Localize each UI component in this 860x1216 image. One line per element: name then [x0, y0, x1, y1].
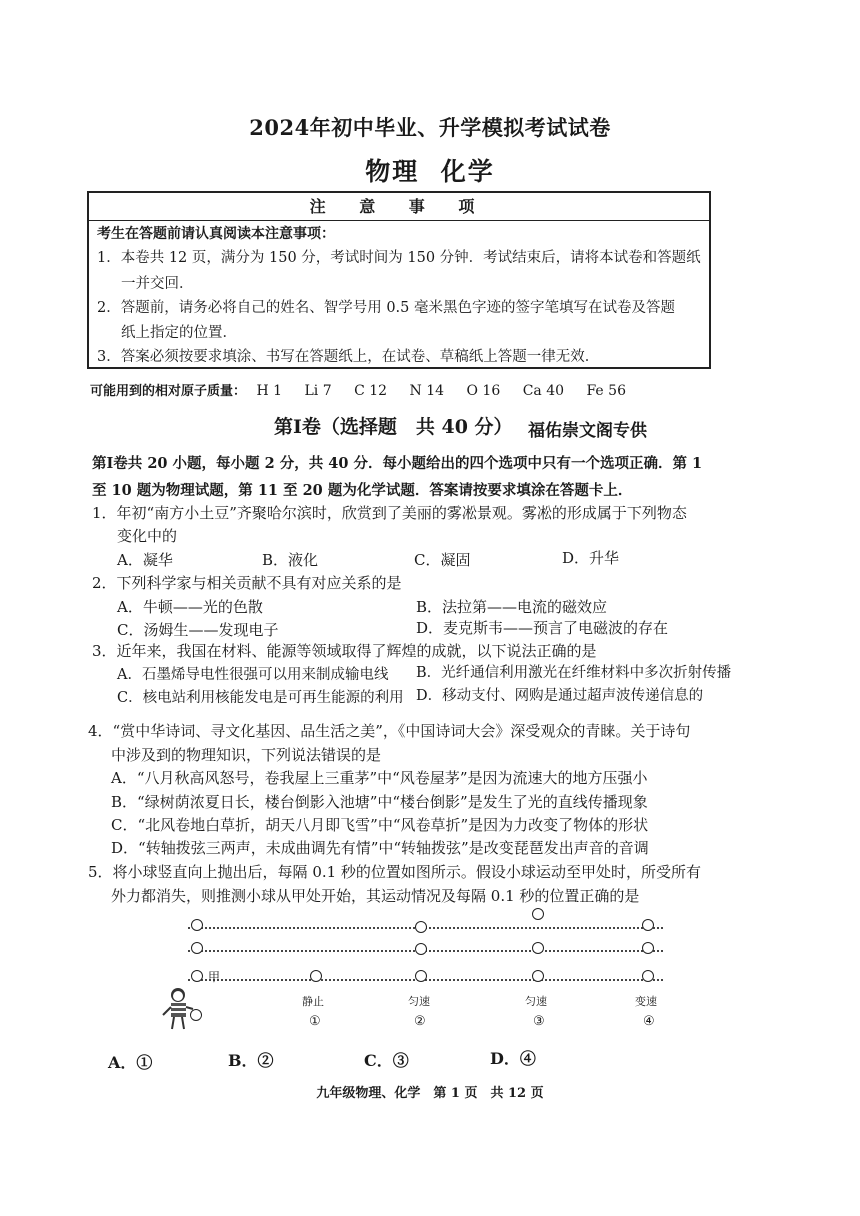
section-instructions: 第Ⅰ卷共 20 小题，每小题 2 分，共 40 分．每小题给出的四个选项中只有一个选项正确．第 1 [92, 455, 703, 472]
section-title: 第Ⅰ卷（选择题 共 40 分） [274, 416, 513, 438]
question-option: C．凝固 [414, 551, 471, 569]
figure-caption: 变速 [635, 995, 657, 1008]
ball [191, 970, 203, 982]
atomic-mass: O 16 [466, 383, 501, 399]
notice-item: 纸上指定的位置． [121, 325, 237, 341]
notice-item: 1．本卷共 12 页，满分为 150 分，考试时间为 150 分钟．考试结束后，请将本试卷和答题纸 [97, 250, 701, 266]
question-option: C．③ [364, 1051, 409, 1070]
page-footer: 九年级物理、化学 第 1 页 共 12 页 [316, 1086, 544, 1101]
exam-title: 2024年初中毕业、升学模拟考试试卷 [249, 115, 611, 140]
ball [532, 970, 544, 982]
figure-caption: 匀速 [408, 995, 430, 1008]
question-stem: 4．“赏中华诗词、寻文化基因、品生活之美”，《中国诗词大会》深受观众的青睐。关于诗句 [88, 722, 691, 740]
ball [642, 919, 654, 931]
notice-item: 3．答案必须按要求填涂、书写在答题纸上，在试卷、草稿纸上答题一律无效． [97, 349, 600, 365]
figure-number: ④ [643, 1014, 655, 1029]
question-option: B．光纤通信利用激光在纤维材料中多次折射传播 [416, 665, 732, 681]
question-stem: 外力都消失，则推测小球从甲处开始，其运动情况及每隔 0.1 秒的位置正确的是 [111, 887, 640, 905]
question-option: A．“八月秋高风怒号，卷我屋上三重茅”中“风卷屋茅”是因为流速大的地方压强小 [111, 769, 648, 787]
question-option: B．液化 [262, 551, 319, 569]
atomic-mass: C 12 [354, 383, 388, 399]
ball [415, 921, 427, 933]
atomic-mass: Fe 56 [586, 383, 626, 399]
question-stem: 3．近年来，我国在材料、能源等领域取得了辉煌的成就，以下说法正确的是 [92, 642, 597, 660]
question-stem: 中涉及到的物理知识，下列说法错误的是 [111, 746, 382, 764]
start-label: 甲 [208, 970, 221, 984]
atomic-mass: Ca 40 [522, 383, 565, 399]
question-option: D．“转轴拨弦三两声，未成曲调先有情”中“转轴拨弦”是改变琵琶发出声音的音调 [111, 839, 649, 857]
question-option: D．移动支付、网购是通过超声波传递信息的 [416, 688, 704, 704]
atomic-mass: N 14 [409, 383, 445, 399]
question-option: B．“绿树荫浓夏日长，楼台倒影入池塘”中“楼台倒影”是发生了光的直线传播现象 [111, 793, 648, 811]
ball [532, 908, 544, 920]
ball [191, 919, 203, 931]
question-option: D．④ [490, 1049, 536, 1068]
figure-number: ② [414, 1014, 426, 1029]
question-stem: 2．下列科学家与相关贡献不具有对应关系的是 [92, 574, 402, 592]
atomic-masses-label: 可能用到的相对原子质量： [90, 384, 247, 399]
notice-intro: 考生在答题前请认真阅读本注意事项： [97, 226, 335, 242]
question-option: C．汤姆生——发现电子 [117, 621, 279, 639]
ball [190, 1009, 202, 1021]
notice-box [87, 191, 711, 369]
ball [532, 942, 544, 954]
atomic-mass: H 1 [256, 383, 283, 399]
figure-caption: 静止 [302, 995, 324, 1008]
question-stem: 5．将小球竖直向上抛出后，每隔 0.1 秒的位置如图所示。假设小球运动至甲处时，所受所有 [88, 863, 701, 881]
ball [642, 970, 654, 982]
watermark-text: 福佑崇文阁专供 [528, 421, 647, 441]
question-option: C．核电站利用核能发电是可再生能源的利用 [117, 690, 404, 706]
question-option: B．法拉第——电流的磁效应 [416, 598, 608, 616]
atomic-mass: Li 7 [304, 383, 332, 399]
question-option: C．“北风卷地白草折，胡天八月即飞雪”中“风卷草折”是因为力改变了物体的形状 [111, 816, 649, 834]
ball [310, 970, 322, 982]
question-option: D．升华 [562, 549, 620, 567]
question-option: A．① [108, 1053, 153, 1072]
motion-figure [150, 900, 690, 1040]
question-option: A．牛顿——光的色散 [117, 598, 263, 616]
figure-number: ③ [533, 1014, 545, 1029]
ball [642, 942, 654, 954]
question-stem: 1．年初“南方小土豆”齐聚哈尔滨时，欣赏到了美丽的雾凇景观。雾凇的形成属于下列物态 [92, 504, 687, 522]
question-option: A．石墨烯导电性很强可以用来制成输电线 [117, 667, 389, 683]
ball [415, 970, 427, 982]
question-option: A．凝华 [117, 551, 173, 569]
exam-subject: 物理 化学 [365, 157, 495, 186]
section-instructions: 至 10 题为物理试题，第 11 至 20 题为化学试题．答案请按要求填涂在答题卡上． [92, 482, 633, 499]
ball [191, 942, 203, 954]
question-stem: 变化中的 [117, 527, 178, 545]
notice-item: 一并交回． [121, 276, 194, 292]
figure-caption: 匀速 [525, 995, 547, 1008]
question-option: D．麦克斯韦——预言了电磁波的存在 [416, 619, 669, 637]
atomic-masses [90, 380, 626, 399]
figure-number: ① [309, 1014, 321, 1029]
question-option: B．② [228, 1051, 274, 1070]
notice-heading: 注 意 事 项 [89, 193, 709, 221]
notice-item: 2．答题前，请务必将自己的姓名、智学号用 0.5 毫米黑色字迹的签字笔填写在试卷及答题 [97, 300, 675, 316]
ball [415, 943, 427, 955]
